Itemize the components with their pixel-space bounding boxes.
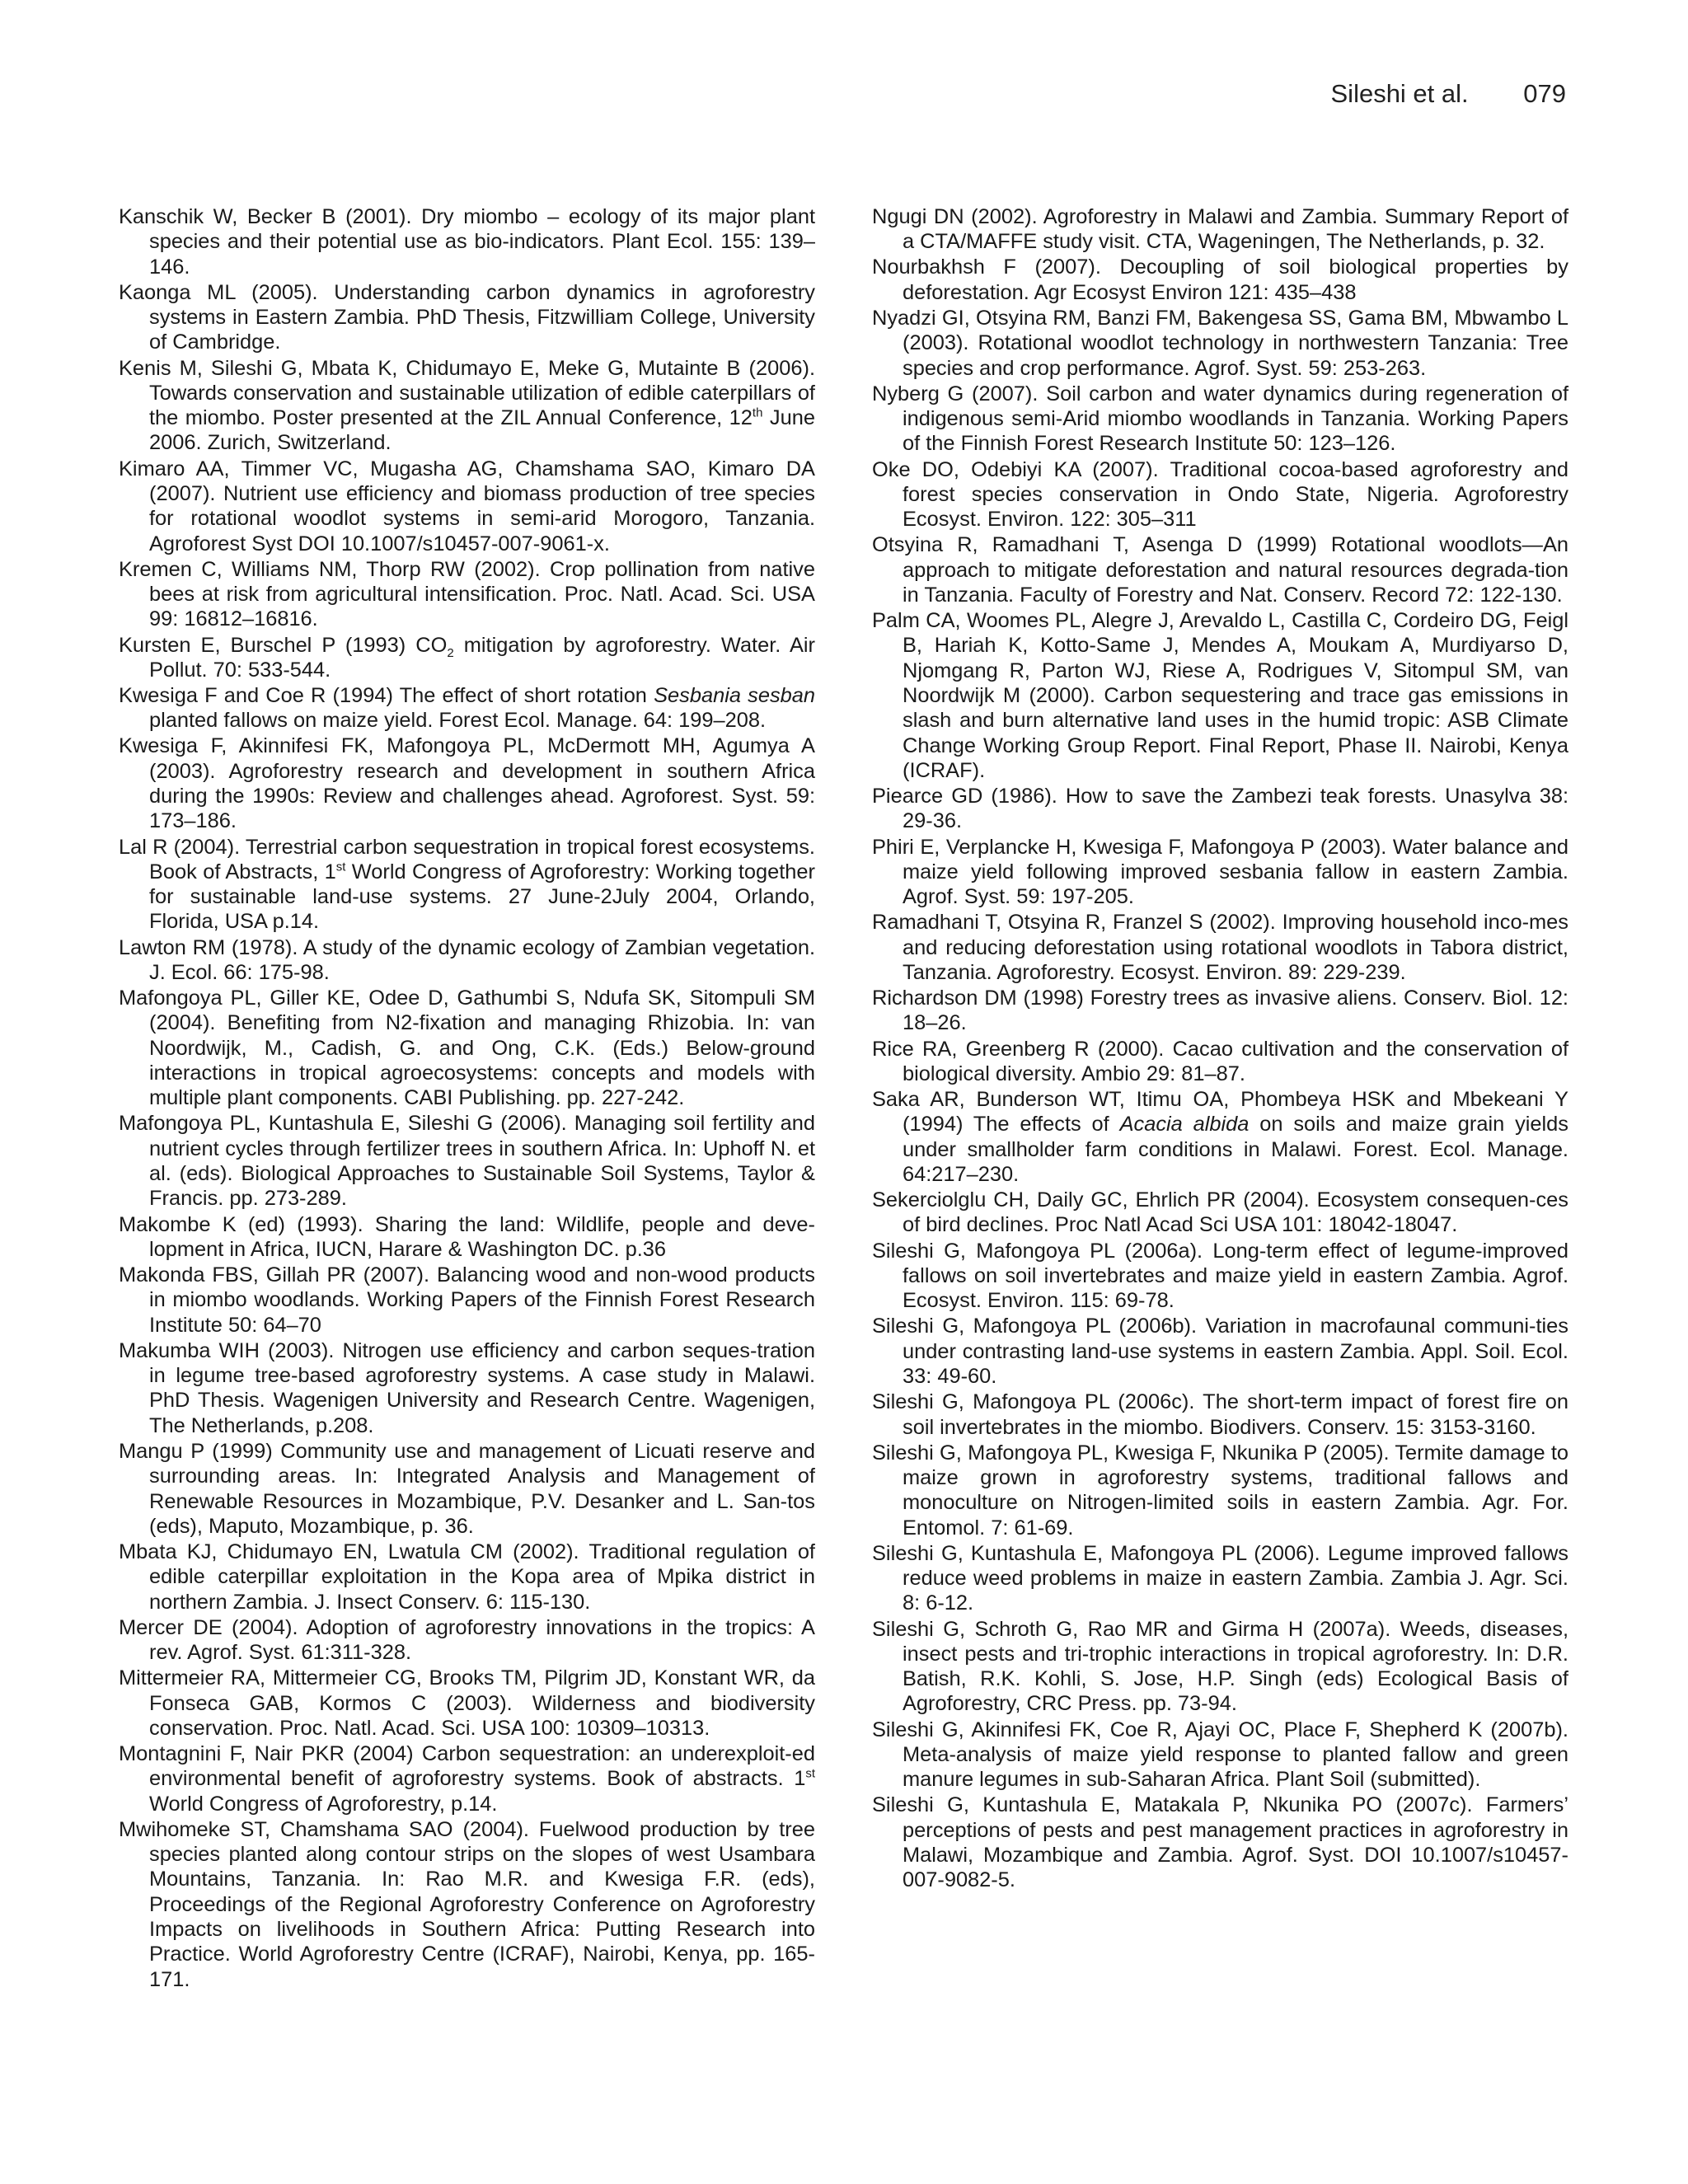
reference-entry: Lal R (2004). Terrestrial carbon sequestration in tropical forest ecosystems. Book of Abstracts, 1st World Congress of Agroforestry: Working together for sustainable land-use systems. 27 June-2July 2004, Orlando, Florida, USA p.14. <box>119 835 816 934</box>
references-column-right <box>872 204 1568 1893</box>
reference-entry: Kursten E, Burschel P (1993) $CO_2$ mitigation by agroforestry. Water. Air Pollut. 70: 533-544. <box>119 633 815 682</box>
reference-entry: Kenis M, Sileshi G, Mbata K, Chidumayo E, Meke G, Mutainte B (2006). Towards conservation and sustainable utilization of edible caterpillars of the miombo. Poster presented at the ZIL Annual Conference, 12th June 2006. Zurich, Switzerland. <box>119 356 815 455</box>
references-column-left <box>119 204 815 1993</box>
running-header <box>1331 79 1567 109</box>
reference-entry: Kaonga ML (2005). Understanding carbon dynamics in agroforestry systems in Eastern Zambia. PhD Thesis, Fitzwilliam College, University of Cambridge. <box>119 280 815 354</box>
reference-entry: Mercer DE (2004). Adoption of agroforestry innovations in the tropics: A rev. Agrof. Syst. 61:311-328. <box>119 1615 815 1665</box>
reference-entry: Kremen C, Williams NM, Thorp RW (2002). Crop pollination from native bees at risk from agricultural intensification. Proc. Natl. Acad. Sci. USA 99: 16812–16816. <box>119 557 815 631</box>
reference-entry: Montagnini F, Nair PKR (2004) Carbon sequestration: an underexploit-ed environmental benefit of agroforestry systems. Book of abstracts. 1st World Congress of Agroforestry, p.14. <box>119 1742 815 1816</box>
reference-entry: Nyberg G (2007). Soil carbon and water dynamics during regeneration of indigenous semi-Arid miombo woodlands in Tanzania. Working Papers of the Finnish Forest Research Institute 50: 123–126. <box>872 382 1568 456</box>
page-number: 079 <box>1523 79 1566 108</box>
reference-entry: Sileshi G, Schroth G, Rao MR and Girma H (2007a). Weeds, diseases, insect pests and tri-trophic interactions in tropical agroforestry. In: D.R. Batish, R.K. Kohli, S. Jose, H.P. Singh (eds) Ecological Basis of Agroforestry, CRC Press. pp. 73-94. <box>872 1617 1568 1716</box>
reference-entry: Makonda FBS, Gillah PR (2007). Balancing wood and non-wood products in miombo woodlands. Working Papers of the Finnish Forest Research Institute 50: 64–70 <box>119 1263 815 1337</box>
reference-entry: Mafongoya PL, Kuntashula E, Sileshi G (2006). Managing soil fertility and nutrient cycles through fertilizer trees in southern Africa. In: Uphoff N. et al. (eds). Biological Approaches to Sustainable Soil Systems, Taylor & Francis. pp. 273-289. <box>119 1112 815 1211</box>
reference-entry: Oke DO, Odebiyi KA (2007). Traditional cocoa-based agroforestry and forest species conservation in Ondo State, Nigeria. Agroforestry Ecosyst. Environ. 122: 305–311 <box>872 457 1568 532</box>
reference-entry: Richardson DM (1998) Forestry trees as invasive aliens. Conserv. Biol. 12: 18–26. <box>872 987 1568 1035</box>
reference-entry: Kwesiga F, Akinnifesi FK, Mafongoya PL, McDermott MH, Agumya A (2003). Agroforestry research and development in southern Africa during the 1990s: Review and challenges ahead. Agroforest. Syst. 59: 173–186. <box>119 734 815 833</box>
reference-entry: Mbata KJ, Chidumayo EN, Lwatula CM (2002). Traditional regulation of edible caterpillar exploitation in the Kopa area of Mpika district in northern Zambia. J. Insect Conserv. 6: 115-130. <box>119 1540 815 1614</box>
reference-entry: Mittermeier RA, Mittermeier CG, Brooks TM, Pilgrim JD, Konstant WR, da Fonseca GAB, Kormos C (2003). Wilderness and biodiversity conservation. Proc. Natl. Acad. Sci. USA 100: 10309–10313. <box>119 1666 815 1740</box>
reference-entry: Piearce GD (1986). How to save the Zambezi teak forests. Unasylva 38: 29-36. <box>872 785 1568 833</box>
reference-entry: Ramadhani T, Otsyina R, Franzel S (2002). Improving household inco-mes and reducing deforestation using rotational woodlots in Tabora district, Tanzania. Agroforestry. Ecosyst. Environ. 89: 229-239. <box>872 911 1568 984</box>
reference-entry: Nourbakhsh F (2007). Decoupling of soil biological properties by deforestation. Agr Ecosyst Environ 121: 435–438 <box>872 255 1568 304</box>
reference-entry: Nyadzi GI, Otsyina RM, Banzi FM, Bakengesa SS, Gama BM, Mbwambo L (2003). Rotational woodlot technology in northwestern Tanzania: Tree species and crop performance. Agrof. Syst. 59: 253-263. <box>872 306 1568 380</box>
reference-entry: Ngugi DN (2002). Agroforestry in Malawi and Zambia. Summary Report of a CTA/MAFFE study visit. CTA, Wageningen, The Netherlands, p. 32. <box>872 205 1568 254</box>
reference-entry: Saka AR, Bunderson WT, Itimu OA, Phombeya HSK and Mbekeani Y (1994) The effects of Acacia albida on soils and maize grain yields under smallholder farm conditions in Malawi. Forest. Ecol. Manage. 64:217–230. <box>872 1088 1568 1186</box>
reference-entry: Sileshi G, Kuntashula E, Mafongoya PL (2006). Legume improved fallows reduce weed problems in maize in eastern Zambia. Zambia J. Agr. Sci. 8: 6-12. <box>872 1541 1568 1615</box>
reference-entry: Phiri E, Verplancke H, Kwesiga F, Mafongoya P (2003). Water balance and maize yield following improved sesbania fallow in eastern Zambia. Agrof. Syst. 59: 197-205. <box>872 835 1568 909</box>
reference-entry: Kanschik W, Becker B (2001). Dry miombo – ecology of its major plant species and their potential use as bio-indicators. Plant Ecol. 155: 139–146. <box>119 205 815 279</box>
reference-entry: Mangu P (1999) Community use and management of Licuati reserve and surrounding areas. In: Integrated Analysis and Management of Renewable Resources in Mozambique, P.V. Desanker and L. San-tos (eds), Maputo, Mozambique, p. 36. <box>119 1439 815 1538</box>
reference-entry: Sileshi G, Akinnifesi FK, Coe R, Ajayi OC, Place F, Shepherd K (2007b). Meta-analysis of maize yield response to planted fallow and green manure legumes in sub-Saharan Africa. Plant Soil (submitted). <box>872 1718 1568 1792</box>
reference-entry: Palm CA, Woomes PL, Alegre J, Arevaldo L, Castilla C, Cordeiro DG, Feigl B, Hariah K, Kotto-Same J, Mendes A, Moukam A, Murdiyarso D, Njomgang R, Parton WJ, Riese A, Rodrigues V, Sitompul SM, van Noordwijk M (2000). Carbon sequestering and trace gas emissions in slash and burn alternative land uses in the humid tropic: ASB Climate Change Working Group Report. Final Report, Phase II. Nairobi, Kenya (ICRAF). <box>872 609 1568 782</box>
reference-entry: Mafongoya PL, Giller KE, Odee D, Gathumbi S, Ndufa SK, Sitompuli SM (2004). Benefiting from N2-fixation and managing Rhizobia. In: van Noordwijk, M., Cadish, G. and Ong, C.K. (Eds.) Below-ground interactions in tropical agroecosystems: concepts and models with multiple plant components. CABI Publishing. pp. 227-242. <box>119 987 815 1110</box>
reference-entry: Sileshi G, Mafongoya PL, Kwesiga F, Nkunika P (2005). Termite damage to maize grown in agroforestry systems, traditional fallows and monoculture on Nitrogen-limited soils in eastern Zambia. Agr. For. Entomol. 7: 61-69. <box>872 1441 1568 1540</box>
reference-entry: Sekerciolglu CH, Daily GC, Ehrlich PR (2004). Ecosystem consequen-ces of bird declines. Proc Natl Acad Sci USA 101: 18042-18047. <box>872 1188 1568 1237</box>
reference-entry: Kimaro AA, Timmer VC, Mugasha AG, Chamshama SAO, Kimaro DA (2007). Nutrient use efficiency and biomass production of tree species for rotational woodlot systems in semi-arid Morogoro, Tanzania. Agroforest Syst DOI 10.1007/s10457-007-9061-x. <box>119 457 815 555</box>
reference-entry: Lawton RM (1978). A study of the dynamic ecology of Zambian vegetation. J. Ecol. 66: 175-98. <box>119 935 815 984</box>
reference-entry: Mwihomeke ST, Chamshama SAO (2004). Fuelwood production by tree species planted along contour strips on the slopes of west Usambara Mountains, Tanzania. In: Rao M.R. and Kwesiga F.R. (eds), Proceedings of the Regional Agroforestry Conference on Agroforestry Impacts on livelihoods in Southern Africa: Putting Research into Practice. World Agroforestry Centre (ICRAF), Nairobi, Kenya, pp. 165-171. <box>119 1817 815 1991</box>
reference-entry: Rice RA, Greenberg R (2000). Cacao cultivation and the conservation of biological diversity. Ambio 29: 81–87. <box>872 1037 1568 1085</box>
reference-entry: Sileshi G, Mafongoya PL (2006c). The short-term impact of forest fire on soil invertebrates in the miombo. Biodivers. Conserv. 15: 3153-3160. <box>872 1390 1568 1439</box>
reference-entry: Makumba WIH (2003). Nitrogen use efficiency and carbon seques-tration in legume tree-based agroforestry systems. A case study in Malawi. PhD Thesis. Wagenigen University and Research Centre. Wagenigen, The Netherlands, p.208. <box>119 1338 815 1437</box>
reference-entry: Sileshi G, Mafongoya PL (2006b). Variation in macrofaunal communi-ties under contrasting land-use systems in eastern Zambia. Appl. Soil. Ecol. 33: 49-60. <box>872 1315 1568 1389</box>
reference-entry: Otsyina R, Ramadhani T, Asenga D (1999) Rotational woodlots—An approach to mitigate deforestation and natural resources degrada-tion in Tanzania. Faculty of Forestry and Nat. Conserv. Record 72: 122-130. <box>872 533 1568 607</box>
reference-entry: Makombe K (ed) (1993). Sharing the land: Wildlife, people and deve-lopment in Africa, IUCN, Harare & Washington DC. p.36 <box>119 1212 815 1261</box>
reference-entry: Sileshi G, Kuntashula E, Matakala P, Nkunika PO (2007c). Farmers’ perceptions of pests and pest management practices in agroforestry in Malawi, Mozambique and Zambia. Agrof. Syst. DOI 10.1007/s10457-007-9082-5. <box>872 1793 1568 1892</box>
running-header-author: Sileshi et al. <box>1330 79 1469 108</box>
reference-entry: Sileshi G, Mafongoya PL (2006a). Long-term effect of legume-improved fallows on soil invertebrates and maize yield in eastern Zambia. Agrof. Ecosyst. Environ. 115: 69-78. <box>872 1239 1568 1313</box>
reference-entry: Kwesiga F and Coe R (1994) The effect of short rotation Sesbania sesban planted fallows on maize yield. Forest Ecol. Manage. 64: 199–208. <box>119 683 815 733</box>
